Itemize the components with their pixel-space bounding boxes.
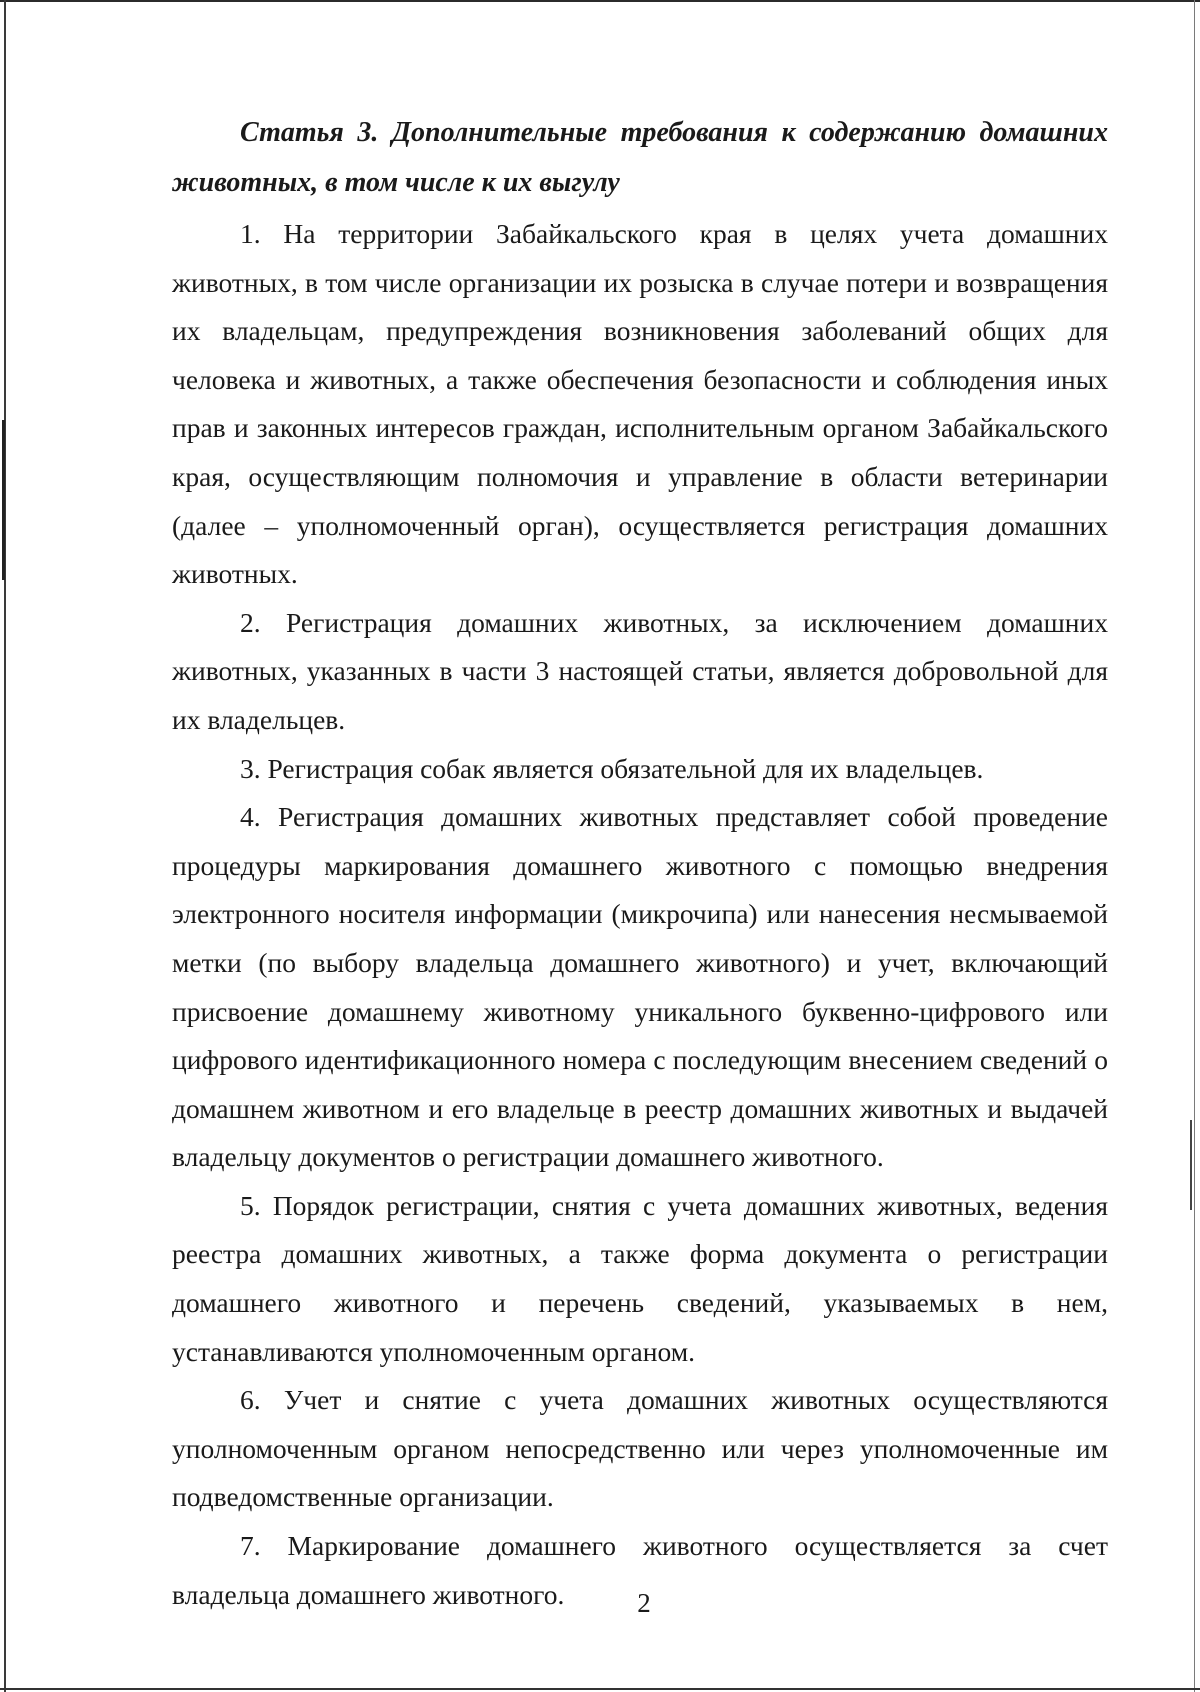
paragraph-6: 6. Учет и снятие с учета домашних животных осуществляются уполномоченным органом непосредственно или через уполномоченные им подведомственные организации. [172, 1384, 1108, 1513]
paragraph-4: 4. Регистрация домашних животных представляет собой проведение процедуры маркирования домашнего животного с помощью внедрения электронного носителя информации (микрочипа) или нанесения несмываемой метки (по выбору владельца домашнего животного) и учет, включающий присвоение домашнему животному уникального буквенно-цифрового или цифрового идентификационного номера с последующим внесением сведений о домашнем животном и его владельце в реестр домашних животных и выдачей владельцу документов о регистрации домашнего животного. [172, 801, 1108, 1173]
page-number: 2 [637, 1588, 651, 1618]
scan-edge-top [0, 0, 1200, 2]
scan-edge-right [1194, 0, 1195, 1692]
document-page [172, 108, 1108, 1619]
scan-edge-left-mark [2, 420, 5, 580]
paragraph-7: 7. Маркирование домашнего животного осуществляется за счет владельца домашнего животного. [172, 1530, 1108, 1610]
scan-edge-right-mark [1190, 1120, 1192, 1210]
article-heading: Статья 3. Дополнительные требования к содержанию домашних животных, в том числе к их выгулу [172, 117, 1108, 198]
scan-edge-bottom [0, 1688, 1200, 1690]
paragraph-1: 1. На территории Забайкальского края в целях учета домашних животных, в том числе организации их розыска в случае потери и возвращения их владельцам, предупреждения возникновения заболеваний общих для человека и животных, а также обеспечения безопасности и соблюдения иных прав и законных интересов граждан, исполнительным органом Забайкальского края, осуществляющим полномочия и управление в области ветеринарии (далее – уполномоченный орган), осуществляется регистрация домашних животных. [172, 218, 1108, 590]
paragraph-3: 3. Регистрация собак является обязательной для их владельцев. [240, 752, 984, 784]
scan-edge-left [4, 0, 6, 1692]
paragraph-2: 2. Регистрация домашних животных, за исключением домашних животных, указанных в части 3 настоящей статьи, является добровольной для их владельцев. [172, 606, 1108, 735]
paragraph-5: 5. Порядок регистрации, снятия с учета домашних животных, ведения реестра домашних животных, а также форма документа о регистрации домашнего животного и перечень сведений, указываемых в нем, устанавливаются уполномоченным органом. [172, 1189, 1108, 1367]
